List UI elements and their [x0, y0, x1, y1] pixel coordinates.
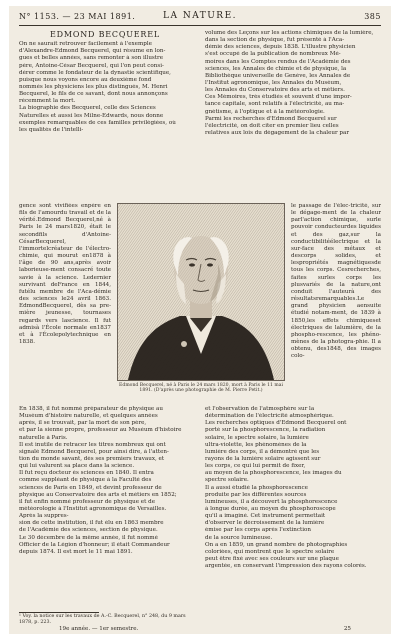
text-line: Becquerel, le fils de ce savant, dont nous annonçons [19, 91, 168, 98]
left-top-text [19, 41, 191, 105]
text-line: Becquerel, dès sa pre- [42, 303, 111, 310]
text-line: d'observer le décroissement de la lumière [205, 520, 325, 527]
text-line: Edmond Becquerel, [37, 217, 97, 224]
portrait-engraving-drawing [118, 204, 284, 380]
text-line: à l'École normale en [35, 324, 97, 331]
text-line: de l'Académie des sciences, section de physique. [19, 527, 158, 534]
text-line: il fut enfin nommé professeur de physique et de [19, 498, 156, 505]
portrait-engraving [117, 203, 285, 381]
text-line: l'Institut agronomique, les Annales du Muséum, [205, 79, 342, 86]
right-top-text [205, 30, 377, 137]
text-line: et par la sienne propre, professeur au Muséum d'histoire [19, 427, 182, 434]
text-line: Il fut reçu docteur ès sciences en 1840. Il entra [19, 470, 154, 477]
text-line: physique au Conservatoire des arts et métiers en 1852; [19, 491, 177, 498]
text-line: propriétés magnétiques [298, 260, 375, 267]
text-line: puisque nous voyons encore au deuxième fond [19, 76, 152, 83]
text-line: les Annales du Conservatoire des arts et métiers. [205, 87, 345, 94]
text-line: après, il se trouvait, par la mort de son père, [19, 420, 147, 427]
text-line: 1878 à l'âge de 90 ans, [19, 253, 111, 267]
text-line: les corps les plus [291, 274, 381, 288]
text-line: et l'observation de l'atmosphère sur la [205, 406, 315, 412]
text-line: élu membre de l'Aca- [26, 288, 94, 295]
text-line: solaire, le spectre solaire, la lumière [205, 434, 309, 441]
newspaper-page [9, 6, 391, 634]
text-line: de la source lumineuse. [205, 534, 273, 541]
text-line: créateur de l'électro- [48, 245, 111, 252]
text-line: récemment la mort. [19, 98, 76, 105]
text-line: recherches, faites sur [291, 267, 381, 281]
text-line: remarquables. [315, 296, 358, 303]
right-wrap-text [291, 203, 381, 403]
text-line: météorologie à l'Institut agronomique de Versailles. [19, 505, 167, 512]
text-line: science. Il fut admis [19, 317, 111, 331]
portrait-figure [117, 203, 285, 401]
text-line: électrique et la sur- [291, 238, 381, 252]
text-line: rayons de la lumière solaire agissent sur [205, 455, 321, 462]
text-line: Le grand physicien a [291, 296, 365, 310]
text-line: sciences de Paris en 1849, et devint professeur de [19, 484, 162, 491]
text-line: coloriées, qui montrent que le spectre solaire [205, 548, 335, 555]
text-line: mière jeunesse, tourna [19, 310, 102, 317]
text-line: gnétisme, à l'optique et à la météorologie. [205, 108, 325, 115]
text-line: sciences, les Annales de chimie et de physique, la [205, 65, 347, 72]
text-line: les effets chimiques [307, 317, 376, 324]
text-line: depuis 1874. Il est mort le 11 mai 1891. [19, 548, 133, 555]
left-wrap-text [19, 203, 111, 403]
text-line: ses regards vers la [19, 310, 111, 324]
text-line: démie des sciences le [19, 288, 111, 303]
footnote-rule [19, 612, 99, 613]
text-line: comme suppléant de physique à la Faculté des [19, 477, 152, 484]
sheet-number: 25 [343, 626, 351, 632]
text-line: 24 avril 1863. Edmond [19, 296, 111, 310]
text-line: qu'il a imaginé. Cet instrument permettait [205, 513, 326, 520]
text-line: variés de la nature, [302, 281, 372, 288]
text-line: 1848, des images colo- [291, 346, 381, 360]
text-line: relatives aux lois du dégagement de la chaleur par [205, 129, 350, 136]
text-line: Bibliothèque universelle de Genève, les Annales de [205, 72, 351, 79]
text-line: Il a aussi étudié la phosphorescence [205, 484, 308, 491]
text-line: chimie, qui mourut en [19, 253, 90, 260]
text-line: né à Paris le 24 mars [19, 217, 111, 231]
article-title: EDMOND BECQUEREL [50, 30, 160, 39]
text-line: moires dans les Comptes rendus de l'Académie des [205, 58, 351, 65]
text-line: tricité, sur le dégage- [291, 203, 381, 217]
text-line: exemples remarquables de ces familles privilégiées, où [19, 119, 176, 126]
text-line: tion du monde savant, dès ses premiers travaux, et [19, 455, 165, 462]
text-line: ultra-violette, les phénomènes de la [205, 441, 307, 448]
text-line: sur la conductibilité [291, 231, 381, 245]
text-line: détermination de l'électricité atmosphérique. [205, 413, 334, 420]
footnote: ¹ Voy. la notice sur les travaux de A.-C. Becquerel, n° 248, du 9 mars 1878, p. 223. [19, 614, 186, 625]
text-line: à des résultats [291, 288, 381, 303]
text-line: les qualités de l'intelli- [19, 126, 84, 133]
left-para2-text [19, 105, 191, 134]
text-line: tance capitale, sont relatifs à l'électricité, au ma- [205, 101, 345, 108]
text-line: qui lui valurent sa place dans la science. [19, 463, 135, 470]
text-line: Il est inutile de retracer les titres nombreux qui ont [19, 441, 166, 448]
text-line: ensuite étudié notam- [291, 303, 381, 317]
text-line: Officier de la Légion d'honneur; il était Commandeur [19, 541, 170, 548]
journal-title: LA NATURE. [162, 11, 237, 21]
text-line: lumière, de la phospho- [291, 324, 381, 338]
text-line: dérer comme le fondateur de la dynastie scientifique, [19, 69, 171, 76]
left-bottom-column [19, 406, 191, 610]
header-rule [19, 25, 381, 26]
text-line: du travail et de la vérité. [19, 210, 111, 224]
text-line: phie. Il a obtenu, des [291, 338, 381, 353]
text-line: lumineuses, il a découvert la phosphorescence [205, 498, 338, 505]
text-line: signalé Edmond Becquerel, pour ainsi dire, à l'atten- [19, 448, 169, 455]
portrait-caption: Edmond Becquerel, né à Paris le 24 mars 1820, mort à Paris le 11 mai 1891. (D'après une photographie de M. Pierre Petit.) [119, 383, 283, 394]
text-line: France en 1844, fut [19, 281, 111, 295]
text-line: l'action chimique, sur [300, 217, 376, 224]
text-line: lumière des corps, il a démontré que les [205, 448, 320, 455]
text-line: La biographie des Becquerel, celle des Sciences [19, 105, 156, 112]
text-line: nommés les physiciens les plus distingués, M. Henri [19, 84, 168, 90]
text-line: Parmi les recherches d'Edmond Becquerel sur [205, 115, 337, 122]
text-line: à longue durée, au moyen du phosphoroscope [205, 505, 336, 512]
text-line: sion de cette institution, il fut élu en 1863 membre [19, 520, 164, 527]
text-line: produite par les différentes sources [205, 491, 307, 498]
text-line: Après la suppres- [19, 513, 69, 520]
text-line: 1820, était le second [19, 224, 111, 238]
text-line: gence sont vivifiées en [19, 203, 88, 209]
text-line: d'Alexandre-Edmond Becquerel, qui résume en lon- [19, 48, 166, 55]
text-line: Becquerel, l'immortel [19, 238, 67, 252]
text-line: après avoir laborieuse- [19, 260, 111, 274]
text-line: ment de la chaleur par [291, 210, 381, 224]
text-line: ment, de 1839 à 1850, [291, 310, 381, 324]
text-line: face des métaux et des [291, 245, 381, 260]
text-line: dans la section de physique, fut présenté à l'Aca- [205, 37, 345, 44]
text-line: père en fils de l'amour [19, 203, 111, 217]
text-line: des liquides et des gaz, [291, 224, 381, 238]
text-line: Naturelles et aussi les Milne-Edwards, nous donne [19, 112, 164, 119]
page-header [19, 12, 381, 24]
text-line: s'est occupé de la publication de nombreux Mé- [205, 51, 341, 58]
text-line: mènes de la photogra- [291, 338, 356, 345]
text-line: démie des sciences, depuis 1838. L'illustre physicien [205, 44, 356, 51]
text-line: Les recherches optiques d'Edmond Becquerel ont [205, 420, 347, 427]
text-line: On ne saurait retrouver facilement à l'exemple [19, 41, 152, 48]
text-line: vie à la science. Le [25, 274, 91, 281]
text-line: ment consacré toute sa [19, 267, 111, 281]
text-line: On a en 1859, un grand nombre de photographies [205, 541, 348, 548]
text-line: naturelle à Paris. [19, 434, 68, 441]
text-line: En 1838, il fut nommé préparateur de physique au [19, 406, 163, 412]
text-line: dernier survivant de [19, 274, 111, 288]
text-line: Muséum d'histoire naturelle, et quelques années [19, 413, 158, 420]
text-line: père, Antoine-César Becquerel, qui l'on peut consi- [19, 62, 164, 69]
text-line: polytechnique en 1838. [19, 331, 111, 345]
text-line: porté sur la phosphorescence, la radiation [205, 427, 326, 434]
text-line: de tous les corps. Ces [291, 260, 381, 274]
text-line: 1837 et à l'École [19, 324, 111, 338]
text-line: au moyen de la phosphorescence, les images du [205, 470, 342, 477]
text-line: Le 30 décembre de la même année, il fut nommé [19, 534, 158, 541]
text-line: peut être fixé avec ses couleurs sur une plaque [205, 555, 339, 562]
text-line: et électriques de la [291, 317, 381, 331]
text-line: le pouvoir conducteur [291, 217, 381, 231]
text-line: corps solides, et les [291, 253, 381, 267]
text-line: ont conduit l'auteur [291, 281, 381, 295]
text-line: rescence, les phéno- [316, 331, 381, 338]
text-line: l'électricité, on doit citer en premier lieu celles [205, 122, 339, 129]
text-line: Ces Mémoires, très étudiés et souvent d'une impor- [205, 94, 352, 101]
text-line: spectre solaire. [205, 477, 249, 484]
text-line: fils d'Antoine-César [19, 231, 111, 245]
text-line: volume des Leçons sur les actions chimiques de la lumière, [205, 30, 374, 36]
page-number: 385 [364, 12, 381, 21]
text-line: argentée, en conservant l'impression des rayons colorés. [205, 563, 367, 570]
issue-number: N° 1153. — 23 MAI 1891. [19, 12, 136, 21]
text-line: le passage de l'élec- [291, 203, 351, 209]
right-bottom-column [205, 406, 377, 621]
text-line: gues et belles années, sans remonter à son illustre [19, 55, 164, 62]
text-line: émise par les corps après l'extinction [205, 527, 312, 534]
text-line: les corps, ce qui lui permit de fixer, [205, 463, 306, 470]
volume-label: 19e année. — 1er semestre. [59, 626, 139, 632]
